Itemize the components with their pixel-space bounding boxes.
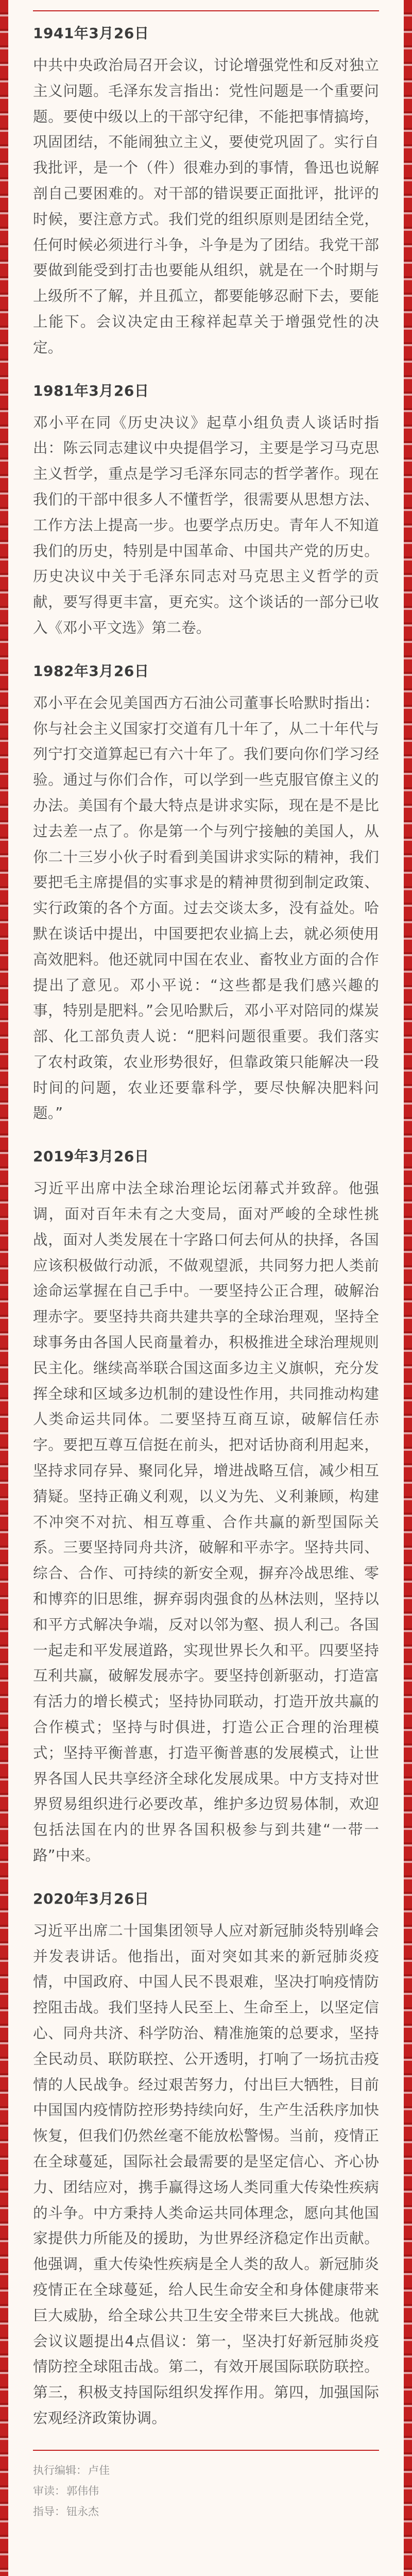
credits-block [33,2460,379,2522]
history-entry-2020 [33,1887,379,2431]
right-border-decoration [404,0,412,2576]
reviewer-label: 审读： [33,2484,65,2497]
entry-text: 习近平出席二十国集团领导人应对新冠肺炎特别峰会并发表讲话。他指出，面对突如其来的新冠肺炎疫情，中国政府、中国人民不畏艰难，坚决打响疫情防控阻击战。我们坚持人民至上、生命至上，以坚定信心、同舟共济、科学防治、精准施策的总要求，坚持全民动员、联防联控、公开透明，打响了一场抗击疫情的人民战争。经过艰苦努力，付出巨大牺牲，目前中国国内疫情防控形势持续向好，生产生活秩序加快恢复，但我们仍然丝毫不能放松警惕。当前，疫情正在全球蔓延，国际社会最需要的是坚定信心、齐心协力、团结应对，携手赢得这场人类同重大传染性疾病的斗争。中方秉持人类命运共同体理念，愿向其他国家提供力所能及的援助，为世界经济稳定作出贡献。他强调，重大传染性疾病是全人类的敌人。新冠肺炎疫情正在全球蔓延，给人民生命安全和身体健康带来巨大威胁，给全球公共卫生安全带来巨大挑战。他就会议议题提出4点倡议：第一，坚决打好新冠肺炎疫情防控全球阻击战。第二，有效开展国际联防联控。第三，积极支持国际组织发挥作用。第四，加强国际宏观经济政策协调。 [33,1921,379,2427]
entry-text: 习近平出席中法全球治理论坛闭幕式并致辞。他强调，面对百年未有之大变局，面对严峻的全球性挑战，面对人类发展在十字路口何去何从的抉择，各国应该积极做行动派，不做观望派，共同努力把人类前途命运掌握在自己手中。一要坚持公正合理，破解治理赤字。要坚持共商共建共享的全球治理观，坚持全球事务由各国人民商量着办，积极推进全球治理规则民主化。继续高举联合国这面多边主义旗帜，充分发挥全球和区域多边机制的建设性作用，共同推动构建人类命运共同体。二要坚持互商互谅，破解信任赤字。要把互尊互信挺在前头，把对话协商利用起来，坚持求同存异、聚同化异，增进战略互信，减少相互猜疑。坚持正确义利观，以义为先、义利兼顾，构建不冲突不对抗、相互尊重、合作共赢的新型国际关系。三要坚持同舟共济，破解和平赤字。坚持共同、综合、合作、可持续的新安全观，摒弃冷战思维、零和博弈的旧思维，摒弃弱肉强食的丛林法则，坚持以和平方式解决争端，反对以邻为壑、损人利己。各国一起走和平发展道路，实现世界长久和平。四要坚持互利共赢，破解发展赤字。要坚持创新驱动，打造富有活力的增长模式；坚持协同联动，打造开放共赢的合作模式；坚持与时俱进，打造公正合理的治理模式；坚持平衡普惠，打造平衡普惠的发展模式，让世界各国人民共享经济全球化发展成果。中方支持对世界贸易组织进行必要改革，维护多边贸易体制，欢迎包括法国在内的世界各国积极参与到共建“一带一路”中来。 [33,1179,379,1864]
reviewer-name: 郭伟伟 [66,2484,99,2497]
entry-date: 2019年3月26日 [33,1148,149,1165]
director-label: 指导： [33,2505,65,2518]
entry-text: 邓小平在会见美国西方石油公司董事长哈默时指出：你与社会主义国家打交道有几十年了，从二十年代与列宁打交道算起已有六十年了。我们要向你们学习经验。通过与你们合作，可以学到一些克服官僚主义的办法。美国有个最大特点是讲求实际，现在是不是比过去差一点了。你是第一个与列宁接触的美国人，从你二十三岁小伙子时看到美国讲求实际的精神，我们要把毛主席提倡的实事求是的精神贯彻到制定政策、实行政策的各个方面。过去交谈太多，没有益处。哈默在谈话中提出，中国要把农业搞上去，就必须使用高效肥料。他还就同中国在农业、畜牧业方面的合作提出了意见。邓小平说：“这些都是我们感兴趣的事，特别是肥料。”会见哈默后，邓小平对陪同的煤炭部、化工部负责人说：“肥料问题很重要。我们落实了农村政策，农业形势很好，但靠政策只能解决一段时间的问题，农业还要靠科学，要尽快解决肥料问题。” [33,693,379,1122]
footer-divider [33,2450,379,2451]
entry-date: 1982年3月26日 [33,662,149,680]
entry-date: 1981年3月26日 [33,382,149,399]
entry-text: 中共中央政治局召开会议，讨论增强党性和反对独立主义问题。毛泽东发言指出：党性问题是一个重要问题。要使中级以上的干部守纪律，不能把事情搞垮，巩固团结，不能闹独立主义，要使党巩固了。实行自我批评，是一个（件）很难办到的事情，鲁迅也说解剖自己要困难的。对干部的错误要正面批评，批评的时候，要注意方式。我们党的组织原则是团结全党，任何时候必须进行斗争，斗争是为了团结。我党干部要做到能受到打击也要能从组织，就是在一个时期与上级所不了解，并且孤立，都要能够忍耐下去，要能上能下。会议决定由王稼祥起草关于增强党性的决定。 [33,56,379,356]
entry-date: 2020年3月26日 [33,1890,149,1907]
left-border-decoration [0,0,8,2576]
reviewer-credit [33,2481,379,2501]
director-name: 钮永杰 [66,2505,99,2518]
entry-text: 邓小平在同《历史决议》起草小组负责人谈话时指出：陈云同志建议中央提倡学习，主要是学习马克思主义哲学，重点是学习毛泽东同志的哲学著作。现在我们的干部中很多人不懂哲学，很需要从思想方法、工作方法上提高一步。也要学点历史。青年人不知道我们的历史，特别是中国革命、中国共产党的历史。历史决议中关于毛泽东同志对马克思主义哲学的贡献，要写得更丰富，更充实。这个谈话的一部分已收入《邓小平文选》第二卷。 [33,413,379,636]
director-credit [33,2501,379,2522]
editor-credit [33,2460,379,2481]
entry-date: 1941年3月26日 [33,25,149,42]
history-entry-1981 [33,379,379,641]
editor-label: 执行编辑： [33,2464,87,2477]
top-divider [33,10,379,11]
editor-name: 卢佳 [88,2464,110,2477]
article-content [8,0,404,2576]
history-entry-2019 [33,1145,379,1869]
history-entry-1941 [33,22,379,361]
history-entry-1982 [33,659,379,1127]
